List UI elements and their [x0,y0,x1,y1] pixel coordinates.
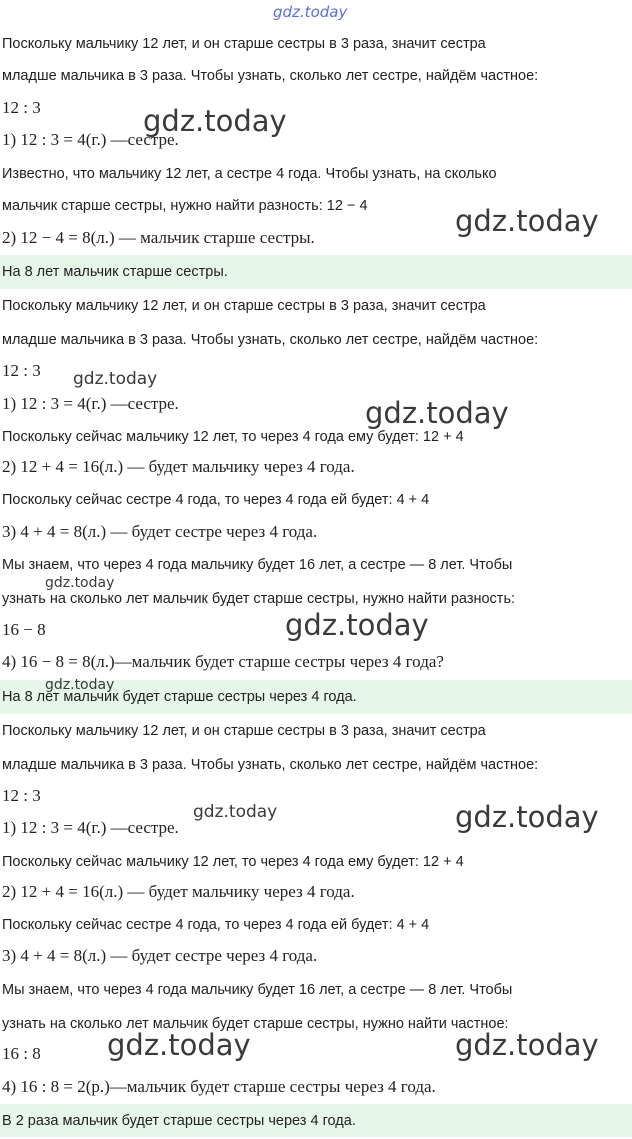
watermark: gdz.today [45,575,115,591]
watermark: gdz.today [45,677,115,693]
watermark: gdz.today [193,802,278,822]
math-line: 4) 16 − 8 = 8(л.)—мальчик будет старше сестры через 4 года? [2,652,444,671]
text-line: Поскольку сейчас сестре 4 года, то через 4 года ей будет: 4 + 4 [2,917,430,933]
math-line: 3) 4 + 4 = 8(л.) — будет сестре через 4 года. [2,522,318,541]
text-line: Поскольку сейчас сестре 4 года, то через 4 года ей будет: 4 + 4 [2,492,430,508]
watermark: gdz.today [455,204,599,238]
math-line: 3) 4 + 4 = 8(л.) — будет сестре через 4 года. [2,946,318,965]
answer-text: На 8 лет мальчик старше сестры. [2,264,228,280]
watermark: gdz.today [285,608,429,642]
text-line: узнать на сколько лет мальчик будет старше сестры, нужно найти частное: [2,1016,509,1032]
text-line: Мы знаем, что через 4 года мальчику будет 16 лет, а сестре — 8 лет. Чтобы [2,982,513,998]
answer-band [0,255,632,289]
watermark: gdz.today [455,800,599,834]
text-line: Поскольку мальчику 12 лет, и он старше сестры в 3 раза, значит сестра [2,36,486,52]
watermark-top: gdz.today [273,3,348,21]
text-line: Поскольку мальчику 12 лет, и он старше сестры в 3 раза, значит сестра [2,723,486,739]
text-line: Поскольку сейчас мальчику 12 лет, то через 4 года ему будет: 12 + 4 [2,429,464,445]
math-line: 2) 12 − 4 = 8(л.) — мальчик старше сестры. [2,228,315,247]
math-line: 1) 12 : 3 = 4(г.) —сестре. [2,130,179,149]
watermark: gdz.today [365,396,509,430]
text-line: мальчик старше сестры, нужно найти разность: 12 − 4 [2,198,368,214]
text-line: Мы знаем, что через 4 года мальчику будет 16 лет, а сестре — 8 лет. Чтобы [2,557,513,573]
answer-text: На 8 лет мальчик будет старше сестры через 4 года. [2,689,357,705]
math-line: 12 : 3 [2,98,41,117]
math-line: 4) 16 : 8 = 2(р.)—мальчик будет старше сестры через 4 года. [2,1077,436,1096]
text-line: младше мальчика в 3 раза. Чтобы узнать, сколько лет сестре, найдём частное: [2,757,539,773]
math-line: 1) 12 : 3 = 4(г.) —сестре. [2,394,179,413]
math-line: 16 − 8 [2,620,46,639]
math-line: 12 : 3 [2,786,41,805]
watermark: gdz.today [107,1028,251,1062]
answer-band [0,1104,632,1137]
math-line: 2) 12 + 4 = 16(л.) — будет мальчику через 4 года. [2,457,355,476]
answer-text: В 2 раза мальчик будет старше сестры через 4 года. [2,1113,356,1129]
math-line: 12 : 3 [2,361,41,380]
math-line: 16 : 8 [2,1044,41,1063]
text-line: младше мальчика в 3 раза. Чтобы узнать, сколько лет сестре, найдём частное: [2,332,539,348]
text-line: младше мальчика в 3 раза. Чтобы узнать, сколько лет сестре, найдём частное: [2,68,539,84]
text-line: Поскольку мальчику 12 лет, и он старше сестры в 3 раза, значит сестра [2,298,486,314]
text-line: узнать на сколько лет мальчик будет старше сестры, нужно найти разность: [2,591,516,607]
watermark: gdz.today [455,1028,599,1062]
text-line: Поскольку сейчас мальчику 12 лет, то через 4 года ему будет: 12 + 4 [2,854,464,870]
math-line: 2) 12 + 4 = 16(л.) — будет мальчику через 4 года. [2,882,355,901]
watermark: gdz.today [143,104,287,138]
math-line: 1) 12 : 3 = 4(г.) —сестре. [2,818,179,837]
watermark: gdz.today [73,369,158,389]
text-line: Известно, что мальчику 12 лет, а сестре 4 года. Чтобы узнать, на сколько [2,166,497,182]
